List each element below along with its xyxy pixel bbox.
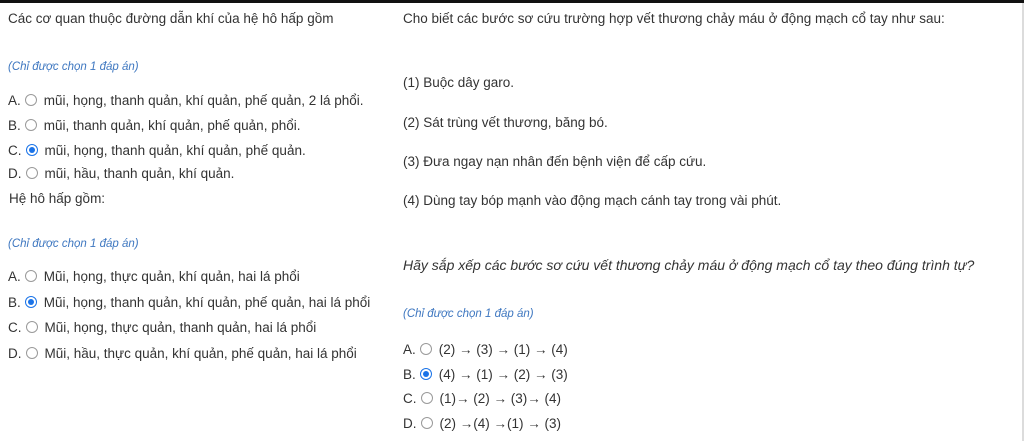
- q3-hint: (Chỉ được chọn 1 đáp án): [403, 308, 534, 320]
- option-text: mũi, thanh quản, khí quản, phế quản, phổi.: [43, 117, 301, 133]
- radio-button[interactable]: [420, 343, 432, 355]
- radio-button-selected[interactable]: [420, 368, 432, 380]
- q1-option-a[interactable]: [8, 91, 364, 109]
- radio-button[interactable]: [26, 167, 38, 179]
- option-text: Mũi, họng, thực quản, khí quản, hai lá phổi: [43, 268, 300, 284]
- option-text: Mũi, hầu, thực quản, khí quản, phế quản, hai lá phổi: [44, 345, 357, 361]
- radio-button[interactable]: [421, 417, 433, 429]
- radio-button-selected[interactable]: [25, 296, 37, 308]
- option-letter: A.: [8, 268, 21, 284]
- q2-option-d[interactable]: [8, 344, 357, 362]
- radio-button[interactable]: [26, 347, 38, 359]
- q3-intro: Cho biết các bước sơ cứu trường hợp vết thương chảy máu ở động mạch cổ tay như sau:: [403, 11, 945, 26]
- q3-step-1: (1) Buộc dây garo.: [403, 75, 515, 90]
- option-letter: A.: [8, 92, 21, 108]
- option-letter: D.: [403, 415, 417, 431]
- option-text: mũi, họng, thanh quản, khí quản, phế quản.: [44, 142, 306, 158]
- option-letter: C.: [403, 390, 417, 406]
- top-border: [0, 0, 1024, 3]
- option-letter: C.: [8, 142, 22, 158]
- q1-option-c[interactable]: [8, 141, 306, 159]
- radio-button[interactable]: [26, 321, 38, 333]
- option-text: Mũi, họng, thanh quản, khí quản, phế quản, hai lá phổi: [43, 294, 371, 310]
- option-letter: A.: [403, 341, 416, 357]
- option-text: Mũi, họng, thực quản, thanh quản, hai lá phổi: [44, 319, 317, 335]
- option-letter: B.: [8, 117, 21, 133]
- option-text: (2) →(4) →(1) → (3): [439, 415, 561, 431]
- option-text: mũi, hầu, thanh quản, khí quản.: [44, 165, 235, 181]
- option-text: mũi, họng, thanh quản, khí quản, phế quản, 2 lá phổi.: [43, 92, 364, 108]
- option-letter: D.: [8, 345, 22, 361]
- q1-option-b[interactable]: [8, 116, 300, 134]
- radio-button[interactable]: [25, 270, 37, 282]
- q2-text: Hệ hô hấp gồm:: [9, 191, 106, 206]
- radio-button[interactable]: [25, 94, 37, 106]
- option-text: (1)→ (2) → (3)→ (4): [439, 390, 561, 406]
- q1-option-d[interactable]: [8, 164, 234, 182]
- q2-option-c[interactable]: [8, 318, 316, 336]
- q3-option-c[interactable]: [403, 389, 561, 407]
- option-letter: B.: [8, 294, 21, 310]
- radio-button-selected[interactable]: [26, 144, 38, 156]
- q3-option-a[interactable]: [403, 340, 568, 358]
- q3-step-2: (2) Sát trùng vết thương, băng bó.: [403, 115, 608, 130]
- option-text: (4) → (1) → (2) → (3): [438, 366, 568, 382]
- option-letter: D.: [8, 165, 22, 181]
- q1-text: Các cơ quan thuộc đường dẫn khí của hệ hô hấp gồm: [8, 11, 334, 26]
- q3-question: Hãy sắp xếp các bước sơ cứu vết thương chảy máu ở động mạch cổ tay theo đúng trình tự?: [403, 257, 975, 273]
- option-letter: C.: [8, 319, 22, 335]
- q3-option-d[interactable]: [403, 414, 561, 432]
- option-letter: B.: [403, 366, 416, 382]
- q1-hint: (Chỉ được chọn 1 đáp án): [8, 61, 139, 73]
- q2-option-b[interactable]: [8, 293, 370, 311]
- q2-hint: (Chỉ được chọn 1 đáp án): [8, 238, 139, 250]
- option-text: (2) → (3) → (1) → (4): [438, 341, 568, 357]
- q3-step-4: (4) Dùng tay bóp mạnh vào động mạch cánh tay trong vài phút.: [403, 193, 782, 208]
- radio-button[interactable]: [421, 392, 433, 404]
- q2-option-a[interactable]: [8, 267, 300, 285]
- q3-step-3: (3) Đưa ngay nạn nhân đến bệnh viện để cấp cứu.: [403, 154, 707, 169]
- q3-option-b[interactable]: [403, 365, 568, 383]
- radio-button[interactable]: [25, 119, 37, 131]
